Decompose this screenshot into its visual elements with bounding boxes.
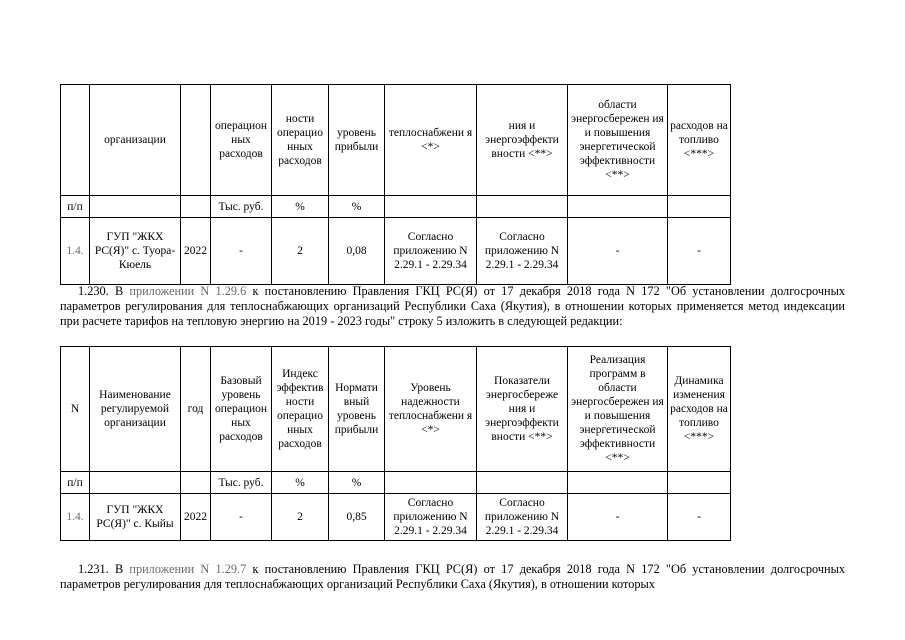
unit-cell [668, 196, 731, 218]
header-cell: Базовый уровень операцион ных расходов [211, 347, 272, 472]
header-cell: ности операцио нных расходов [272, 85, 329, 196]
header-cell: Показатели энергосбереже ния и энергоэффекти вности <**> [477, 347, 568, 472]
energy-indicators-cell: Согласно приложению N 2.29.1 - 2.29.34 [477, 218, 568, 285]
header-cell: Уровень надежности теплоснабжени я <*> [385, 347, 477, 472]
header-cell: области энергосбережен ия и повышения энергетической эффективности <**> [568, 85, 668, 196]
unit-cell [668, 472, 731, 494]
unit-cell: % [329, 196, 385, 218]
unit-cell: % [329, 472, 385, 494]
energy-indicators-cell: Согласно приложению N 2.29.1 - 2.29.34 [477, 494, 568, 541]
tariff-table-1 [60, 84, 731, 285]
table-row [61, 218, 731, 285]
paragraph-number: 1.231. В [78, 562, 124, 576]
unit-cell [477, 196, 568, 218]
unit-cell [90, 472, 181, 494]
paragraph-text: к постановлению Правления ГКЦ РС(Я) от 17 декабря 2018 года N 172 "Об установлении долгосрочных параметров регулирования для теплоснабжающих организаций Республики Саха (Якутия), в отношении которых применяется метод индексации при расчете тарифов на тепловую энергию на 2019 - 2023 годы" строку 5 изложить в следующей редакции: [60, 284, 845, 328]
organization-name: ГУП "ЖКХ РС(Я)" с. Туора-Кюель [90, 218, 181, 285]
paragraph-1231 [60, 562, 845, 592]
header-cell: расходов на топливо <***> [668, 85, 731, 196]
programs-cell: - [568, 218, 668, 285]
fuel-dynamics-cell: - [668, 494, 731, 541]
table-row [61, 494, 731, 541]
header-cell: Реализация программ в области энергосбережен ия и повышения энергетической эффективности <**> [568, 347, 668, 472]
header-cell: Динамика изменения расходов на топливо <***> [668, 347, 731, 472]
header-cell: уровень прибыли [329, 85, 385, 196]
header-cell: год [181, 347, 211, 472]
paragraph-text: к постановлению Правления ГКЦ РС(Я) от 17 декабря 2018 года N 172 "Об установлении долгосрочных параметров регулирования для теплоснабжающих организаций Республики Саха (Якутия), в отношении которых [60, 562, 845, 591]
reliability-cell: Согласно приложению N 2.29.1 - 2.29.34 [385, 218, 477, 285]
paragraph-number: 1.230. В [78, 284, 124, 298]
paragraph-1230 [60, 284, 845, 329]
header-cell: Индекс эффектив ности операцио нных расходов [272, 347, 329, 472]
header-cell: теплоснабжени я <*> [385, 85, 477, 196]
reliability-cell: Согласно приложению N 2.29.1 - 2.29.34 [385, 494, 477, 541]
header-cell: N [61, 347, 90, 472]
organization-name: ГУП "ЖКХ РС(Я)" с. Кыйы [90, 494, 181, 541]
unit-cell [385, 472, 477, 494]
profit-level-cell: 0,08 [329, 218, 385, 285]
header-cell: ния и энергоэффекти вности <**> [477, 85, 568, 196]
tariff-table-2 [60, 346, 731, 541]
unit-cell [181, 196, 211, 218]
header-cell: Нормати вный уровень прибыли [329, 347, 385, 472]
base-opex-cell: - [211, 494, 272, 541]
row-number: 1.4. [61, 494, 90, 541]
unit-cell: % [272, 196, 329, 218]
unit-cell [568, 196, 668, 218]
efficiency-index-cell: 2 [272, 494, 329, 541]
header-cell [181, 85, 211, 196]
header-cell: организации [90, 85, 181, 196]
appendix-link[interactable]: приложении N 1.29.6 [129, 284, 247, 298]
unit-cell: Тыс. руб. [211, 196, 272, 218]
year-cell: 2022 [181, 218, 211, 285]
efficiency-index-cell: 2 [272, 218, 329, 285]
header-cell: операцион ных расходов [211, 85, 272, 196]
unit-cell [181, 472, 211, 494]
unit-cell: % [272, 472, 329, 494]
unit-cell: п/п [61, 196, 90, 218]
header-cell [61, 85, 90, 196]
unit-cell [477, 472, 568, 494]
header-cell: Наименование регулируемой организации [90, 347, 181, 472]
unit-cell [568, 472, 668, 494]
unit-cell: Тыс. руб. [211, 472, 272, 494]
profit-level-cell: 0,85 [329, 494, 385, 541]
unit-cell [90, 196, 181, 218]
appendix-link[interactable]: приложении N 1.29.7 [129, 562, 247, 576]
row-number: 1.4. [61, 218, 90, 285]
base-opex-cell: - [211, 218, 272, 285]
year-cell: 2022 [181, 494, 211, 541]
unit-cell: п/п [61, 472, 90, 494]
fuel-dynamics-cell: - [668, 218, 731, 285]
unit-cell [385, 196, 477, 218]
programs-cell: - [568, 494, 668, 541]
